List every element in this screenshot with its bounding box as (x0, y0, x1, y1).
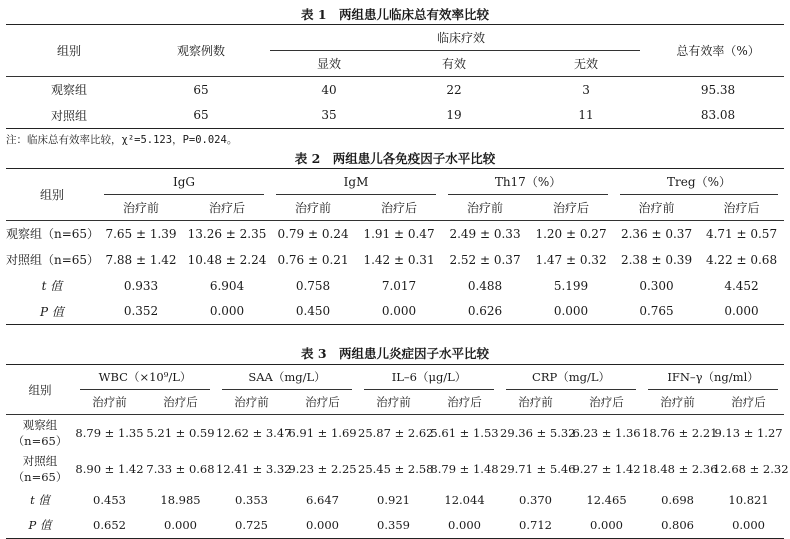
table-cell: 7.65 ± 1.39 (105, 226, 177, 241)
before-header: 治疗前 (442, 195, 528, 221)
table-cell: 0.359 (358, 513, 429, 539)
factor-label: IFN–γ（ng/ml） (667, 370, 759, 385)
table-row (6, 513, 784, 539)
row-label: 对照组（n=65） (6, 253, 100, 267)
table-cell: 0.352 (98, 299, 184, 325)
table3-header-factor (500, 365, 642, 390)
table-cell: 65 (132, 103, 270, 129)
table-cell: 12.41 ± 3.32 (216, 461, 292, 476)
row-label-line1: 观察组 (22, 417, 58, 432)
table2-subheader-row (6, 195, 784, 221)
table-cell: 8.79 ± 1.48 (430, 461, 499, 476)
table1-header-total: 总有效率（%） (652, 25, 784, 77)
table-cell: 11 (520, 103, 652, 129)
table-cell: 9.23 ± 2.25 (288, 461, 357, 476)
table-cell: 0.758 (295, 278, 331, 293)
table-cell: 22 (446, 82, 462, 97)
table3 (6, 364, 789, 539)
table2-header-row (6, 169, 784, 195)
row-label: P 值 (6, 513, 74, 539)
table-cell: 0.000 (184, 299, 270, 325)
table-cell: 7.88 ± 1.42 (105, 252, 177, 267)
table-cell: 83.08 (652, 103, 784, 129)
table-cell: 6.904 (209, 278, 245, 293)
table-cell: 0.921 (377, 492, 410, 507)
table1-efficacy-label: 临床疗效 (437, 31, 486, 46)
table-cell: 4.22 ± 0.68 (705, 252, 778, 267)
factor-label: WBC（×10⁹/L） (98, 370, 192, 385)
row-label: t 值 (41, 279, 63, 293)
table3-caption: 表 3 两组患儿炎症因子水平比较 (300, 346, 490, 361)
table2-header-group: 组别 (6, 169, 98, 221)
factor-label: IL–6（μg/L） (391, 370, 467, 385)
factor-label: SAA（mg/L） (248, 370, 326, 385)
after-header: 治疗后 (184, 195, 270, 221)
table-row (6, 415, 784, 451)
table-row (6, 451, 784, 487)
table-cell: 8.90 ± 1.42 (75, 461, 144, 476)
factor-label: Treg（%） (667, 175, 731, 190)
table-cell: 0.698 (661, 492, 694, 507)
after-header: 治疗后 (528, 195, 614, 221)
table-cell: 6.91 ± 1.69 (288, 425, 357, 440)
before-header: 治疗前 (270, 195, 356, 221)
table-cell: 10.48 ± 2.24 (187, 252, 267, 267)
table1-sub-header: 有效 (388, 51, 520, 77)
before-header: 治疗前 (98, 195, 184, 221)
table-cell: 29.71 ± 5.46 (500, 461, 576, 476)
table-cell: 2.36 ± 0.37 (620, 226, 693, 241)
table-row (6, 273, 784, 299)
table-cell: 9.27 ± 1.42 (572, 461, 641, 476)
table1-header-efficacy (270, 25, 652, 51)
table-cell: 18.985 (160, 492, 201, 507)
table1 (6, 24, 784, 129)
table-cell: 7.017 (381, 278, 417, 293)
table-cell: 观察组 (50, 83, 87, 98)
row-label: 观察组（n=65） (6, 227, 100, 242)
table-cell: 0.000 (145, 513, 216, 539)
after-header: 治疗后 (713, 390, 784, 415)
table-cell: 13.26 ± 2.35 (187, 226, 267, 241)
table1-sub-header: 无效 (520, 51, 652, 77)
before-header: 治疗前 (74, 390, 145, 415)
table-cell: 6.23 ± 1.36 (572, 425, 641, 440)
table-cell: 0.000 (713, 513, 784, 539)
table-cell: 95.38 (700, 82, 736, 97)
table1-sub-header: 显效 (270, 51, 388, 77)
factor-label: IgG (173, 174, 196, 189)
after-header: 治疗后 (699, 195, 784, 221)
factor-label: CRP（mg/L） (532, 370, 611, 385)
table-cell: 8.79 ± 1.35 (75, 425, 144, 440)
table-cell: 1.47 ± 0.32 (535, 252, 607, 267)
table-cell: 5.199 (553, 278, 589, 293)
after-header: 治疗后 (429, 390, 500, 415)
before-header: 治疗前 (358, 390, 429, 415)
table-cell: 19 (388, 103, 520, 129)
row-label-line1: 对照组 (22, 453, 58, 468)
table-cell: 0.765 (614, 299, 699, 325)
table-cell: 6.647 (306, 492, 339, 507)
after-header: 治疗后 (356, 195, 442, 221)
table3-header-factor (216, 365, 358, 390)
table-cell: 0.000 (356, 299, 442, 325)
before-header: 治疗前 (614, 195, 699, 221)
table3-header-group: 组别 (6, 365, 74, 415)
table3-header-row (6, 365, 784, 390)
table-cell: 0.488 (467, 278, 503, 293)
table2 (6, 168, 784, 325)
table-cell: 5.61 ± 1.53 (430, 425, 499, 440)
table-cell: 25.87 ± 2.62 (358, 425, 434, 440)
table1-note: 注：临床总有效率比较，χ²=5.123，P=0.024。 (6, 134, 238, 146)
row-label-line2: （n=65） (12, 433, 68, 448)
table-row (6, 77, 784, 103)
table-row (6, 103, 784, 129)
table-cell: 0.000 (571, 513, 642, 539)
factor-label: Th17（%） (494, 175, 562, 190)
table-cell: 7.33 ± 0.68 (146, 461, 215, 476)
table-cell: 65 (193, 82, 209, 97)
factor-label: IgM (343, 174, 369, 189)
table-cell: 0.626 (442, 299, 528, 325)
after-header: 治疗后 (287, 390, 358, 415)
after-header: 治疗后 (145, 390, 216, 415)
table-cell: 29.36 ± 5.32 (500, 425, 576, 440)
row-label (6, 415, 74, 451)
table-cell: 0.370 (519, 492, 552, 507)
table-cell: 0.76 ± 0.21 (277, 252, 349, 267)
table-row (6, 487, 784, 513)
before-header: 治疗前 (216, 390, 287, 415)
table3-subheader-row (6, 390, 784, 415)
table-cell: 40 (321, 82, 337, 97)
table-cell: 2.49 ± 0.33 (449, 226, 521, 241)
table-cell: 0.652 (74, 513, 145, 539)
table-row (6, 247, 784, 273)
table-cell: 0.933 (123, 278, 159, 293)
before-header: 治疗前 (500, 390, 571, 415)
table-cell: 5.21 ± 0.59 (146, 425, 215, 440)
before-header: 治疗前 (642, 390, 713, 415)
table-cell: 18.76 ± 2.21 (642, 425, 718, 440)
table2-header-factor (270, 169, 442, 195)
table1-header-group: 组别 (6, 25, 132, 77)
table2-header-factor (98, 169, 270, 195)
table-cell: 0.300 (639, 278, 674, 293)
table-cell: 2.38 ± 0.39 (620, 252, 693, 267)
table1-header-row (6, 25, 784, 51)
table-cell: 对照组 (6, 103, 132, 129)
table-cell: 10.821 (728, 492, 769, 507)
table-cell: 0.000 (699, 299, 784, 325)
row-label (6, 451, 74, 487)
table-cell: 12.465 (586, 492, 627, 507)
row-label: P 值 (6, 299, 98, 325)
table-cell: 0.000 (429, 513, 500, 539)
table-cell: 3 (582, 82, 590, 97)
table-cell: 9.13 ± 1.27 (714, 425, 783, 440)
table1-caption: 表 1 两组患儿临床总有效率比较 (300, 7, 490, 22)
after-header: 治疗后 (571, 390, 642, 415)
table-cell: 18.48 ± 2.36 (642, 461, 718, 476)
table-cell: 0.353 (235, 492, 268, 507)
table-cell: 1.91 ± 0.47 (363, 226, 435, 241)
table-cell: 0.725 (216, 513, 287, 539)
table1-header-cases: 观察例数 (132, 25, 270, 77)
table-cell: 12.62 ± 3.47 (216, 425, 292, 440)
table-cell: 0.000 (287, 513, 358, 539)
table-cell: 25.45 ± 2.58 (358, 461, 434, 476)
table-cell: 12.044 (444, 492, 485, 507)
table-cell: 35 (270, 103, 388, 129)
table2-header-factor (442, 169, 614, 195)
table-cell: 4.71 ± 0.57 (705, 226, 778, 241)
table-cell: 0.450 (270, 299, 356, 325)
table2-caption: 表 2 两组患儿各免疫因子水平比较 (294, 151, 496, 166)
row-label-line2: （n=65） (12, 469, 68, 484)
table3-header-factor (642, 365, 784, 390)
table-cell: 0.453 (93, 492, 126, 507)
table-cell: 12.68 ± 2.32 (713, 461, 789, 476)
table2-header-factor (614, 169, 784, 195)
table-cell: 1.20 ± 0.27 (535, 226, 607, 241)
table-cell: 0.000 (528, 299, 614, 325)
table-cell: 0.79 ± 0.24 (277, 226, 349, 241)
table-row (6, 299, 784, 325)
table-cell: 4.452 (724, 278, 759, 293)
table-row (6, 221, 784, 247)
table-cell: 1.42 ± 0.31 (363, 252, 435, 267)
table3-header-factor (74, 365, 216, 390)
row-label: t 值 (30, 492, 50, 507)
table-cell: 0.712 (500, 513, 571, 539)
table-cell: 0.806 (642, 513, 713, 539)
table3-header-factor (358, 365, 500, 390)
table-cell: 2.52 ± 0.37 (449, 252, 521, 267)
